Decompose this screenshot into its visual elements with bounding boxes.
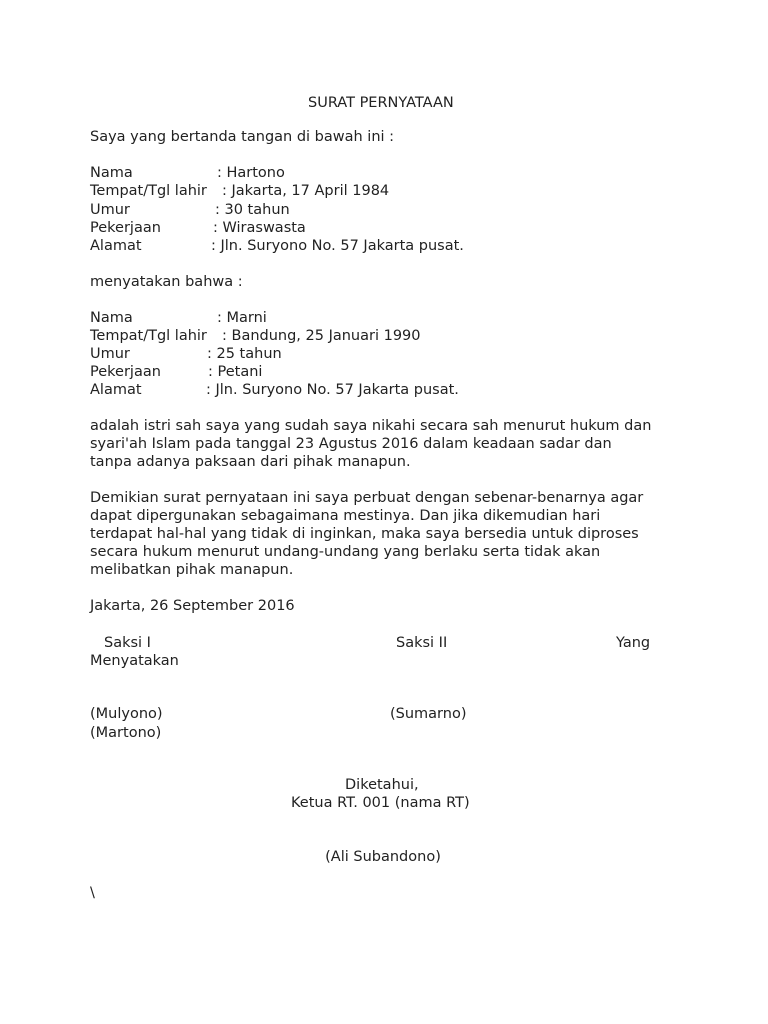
declarant-birth-value: : Jakarta, 17 April 1984 [222,183,390,199]
declarant-sign-label: Yang [616,635,651,651]
paragraph1-line: syari'ah Islam pada tanggal 23 Agustus 2016 dalam keadaan sadar dan [90,436,612,452]
witness2-name: (Sumarno) [390,706,467,722]
acknowledged-label: Diketahui, [345,777,419,793]
declarant-sign-label-cont: Menyatakan [90,653,179,669]
spouse-name-label: Nama [90,310,133,326]
spouse-birth-label: Tempat/Tgl lahir [90,328,207,344]
spouse-name-value: : Marni [217,310,267,326]
states-that-text: menyatakan bahwa : [90,274,243,290]
declarant-age-value: : 30 tahun [215,202,290,218]
stray-character: \ [90,885,95,901]
declarant-sign-name: (Martono) [90,725,162,741]
declarant-job-value: : Wiraswasta [213,220,306,236]
spouse-address-value: : Jln. Suryono No. 57 Jakarta pusat. [206,382,459,398]
witness2-label: Saksi II [396,635,448,651]
declarant-address-value: : Jln. Suryono No. 57 Jakarta pusat. [211,238,464,254]
witness1-label: Saksi I [104,635,151,651]
spouse-age-label: Umur [90,346,130,362]
spouse-birth-value: : Bandung, 25 Januari 1990 [222,328,421,344]
declarant-job-label: Pekerjaan [90,220,161,236]
intro-text: Saya yang bertanda tangan di bawah ini : [90,129,395,145]
spouse-address-label: Alamat [90,382,142,398]
acknowledged-role: Ketua RT. 001 (nama RT) [291,795,470,811]
paragraph2-line: melibatkan pihak manapun. [90,562,294,578]
spouse-job-label: Pekerjaan [90,364,161,380]
declarant-name-label: Nama [90,165,133,181]
spouse-age-value: : 25 tahun [207,346,282,362]
document-title: SURAT PERNYATAAN [308,95,454,111]
acknowledged-name: (Ali Subandono) [325,849,441,865]
paragraph2-line: Demikian surat pernyataan ini saya perbuat dengan sebenar-benarnya agar [90,490,644,506]
spouse-job-value: : Petani [208,364,263,380]
paragraph2-line: terdapat hal-hal yang tidak di inginkan, maka saya bersedia untuk diproses [90,526,639,542]
declarant-birth-label: Tempat/Tgl lahir [90,183,207,199]
paragraph1-line: tanpa adanya paksaan dari pihak manapun. [90,454,411,470]
declarant-address-label: Alamat [90,238,142,254]
paragraph1-line: adalah istri sah saya yang sudah saya nikahi secara sah menurut hukum dan [90,418,652,434]
paragraph2-line: secara hukum menurut undang-undang yang berlaku serta tidak akan [90,544,601,560]
witness1-name: (Mulyono) [90,706,163,722]
declarant-name-value: : Hartono [217,165,285,181]
place-date: Jakarta, 26 September 2016 [90,598,295,614]
paragraph2-line: dapat dipergunakan sebagaimana mestinya. Dan jika dikemudian hari [90,508,601,524]
declarant-age-label: Umur [90,202,130,218]
